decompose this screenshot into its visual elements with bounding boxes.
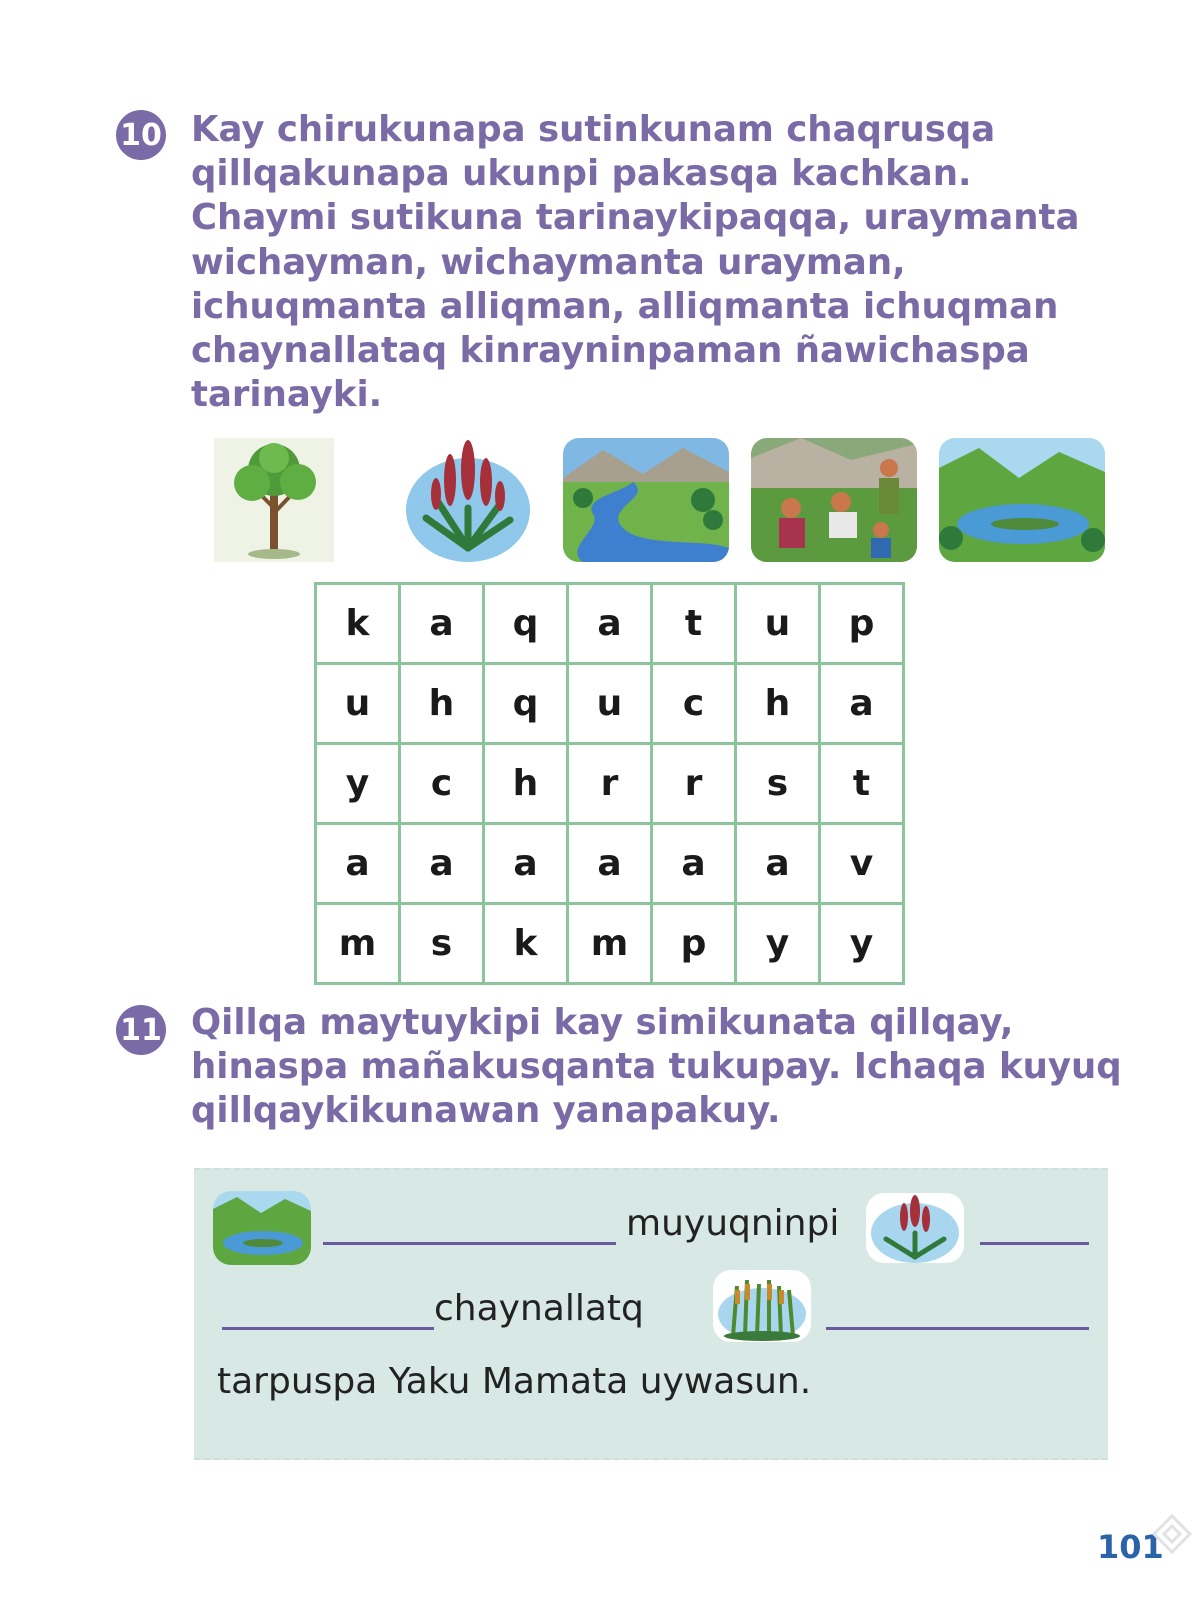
instruction-line: Kay chirukunapa sutinkunam chaqrusqa xyxy=(191,109,996,150)
grid-cell[interactable]: k xyxy=(316,584,400,664)
grid-cell[interactable]: v xyxy=(820,824,904,904)
grid-cell[interactable]: a xyxy=(652,824,736,904)
grid-cell[interactable]: u xyxy=(316,664,400,744)
grid-cell[interactable]: y xyxy=(316,744,400,824)
sentence-word: muyuqninpi xyxy=(626,1203,840,1244)
grid-cell[interactable]: q xyxy=(484,584,568,664)
instruction-line: Chaymi sutikuna tarinaykipaqqa, uraymanta xyxy=(191,197,1080,239)
answer-blank[interactable] xyxy=(222,1327,434,1330)
grid-cell[interactable]: m xyxy=(568,904,652,984)
instruction-line: wichayman, wichaymanta urayman, xyxy=(191,241,906,283)
answer-blank[interactable] xyxy=(980,1242,1089,1245)
instruction-line: chaynallataq kinrayninpaman ñawichaspa xyxy=(191,330,1030,372)
exercise-10-instructions xyxy=(191,108,1079,417)
instruction-line: Qillqa maytuykipi kay simikunata qillqay, xyxy=(191,1002,1014,1043)
grid-cell[interactable]: a xyxy=(820,664,904,744)
grid-cell[interactable]: q xyxy=(484,664,568,744)
reeds-thumbnail xyxy=(713,1270,811,1342)
grid-cell[interactable]: c xyxy=(652,664,736,744)
grid-cell[interactable]: c xyxy=(400,744,484,824)
grid-row xyxy=(316,824,904,904)
instruction-line: qillqaykikunawan yanapakuy. xyxy=(191,1090,781,1132)
corner-decoration-icon xyxy=(1150,1510,1193,1570)
plant-thumbnail xyxy=(866,1193,964,1263)
exercise-11-instructions xyxy=(191,1001,1122,1134)
lake-picture xyxy=(939,438,1105,562)
grid-cell[interactable]: s xyxy=(736,744,820,824)
word-search-grid xyxy=(314,582,905,985)
grid-cell[interactable]: u xyxy=(736,584,820,664)
grid-cell[interactable]: a xyxy=(568,584,652,664)
grid-row xyxy=(316,904,904,984)
grid-cell[interactable]: h xyxy=(400,664,484,744)
grid-cell[interactable]: a xyxy=(316,824,400,904)
tree-picture xyxy=(214,438,334,562)
answer-blank[interactable] xyxy=(323,1242,616,1245)
instruction-line: hinaspa mañakusqanta tukupay. Ichaqa kuyuq xyxy=(191,1046,1122,1088)
sentence-word: chaynallatq xyxy=(434,1288,644,1329)
grid-cell[interactable]: a xyxy=(736,824,820,904)
exercise-number-badge: 10 xyxy=(116,110,166,160)
answer-blank[interactable] xyxy=(826,1327,1089,1330)
page-number: 101 xyxy=(1097,1528,1164,1566)
grid-cell[interactable]: h xyxy=(736,664,820,744)
grid-cell[interactable]: h xyxy=(484,744,568,824)
grid-cell[interactable]: r xyxy=(568,744,652,824)
plant-picture xyxy=(404,438,532,562)
grid-cell[interactable]: p xyxy=(652,904,736,984)
river-picture xyxy=(563,438,729,562)
exercise-number-badge: 11 xyxy=(116,1005,166,1055)
grid-cell[interactable]: m xyxy=(316,904,400,984)
grid-cell[interactable]: a xyxy=(568,824,652,904)
grid-cell[interactable]: t xyxy=(652,584,736,664)
grid-cell[interactable]: s xyxy=(400,904,484,984)
grid-row xyxy=(316,664,904,744)
grid-cell[interactable]: a xyxy=(484,824,568,904)
grid-cell[interactable]: t xyxy=(820,744,904,824)
lake-thumbnail xyxy=(213,1191,311,1265)
grid-row xyxy=(316,744,904,824)
grid-cell[interactable]: r xyxy=(652,744,736,824)
instruction-line: ichuqmanta alliqman, alliqmanta ichuqman xyxy=(191,285,1059,327)
grid-cell[interactable]: a xyxy=(400,584,484,664)
grid-cell[interactable]: p xyxy=(820,584,904,664)
grid-row xyxy=(316,584,904,664)
grid-cell[interactable]: k xyxy=(484,904,568,984)
grid-cell[interactable]: y xyxy=(820,904,904,984)
sentence-line: tarpuspa Yaku Mamata uywasun. xyxy=(217,1361,812,1402)
people-planting-picture xyxy=(751,438,917,562)
grid-cell[interactable]: y xyxy=(736,904,820,984)
grid-cell[interactable]: a xyxy=(400,824,484,904)
instruction-line: tarinayki. xyxy=(191,374,383,416)
grid-cell[interactable]: u xyxy=(568,664,652,744)
instruction-line: qillqakunapa ukunpi pakasqa kachkan. xyxy=(191,153,972,195)
